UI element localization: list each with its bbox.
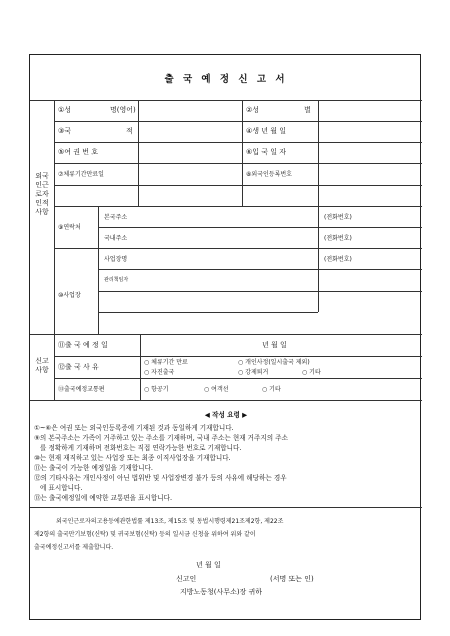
foreigner-section-label: 외국 인근 로자 인적 사항: [35, 172, 49, 216]
home-phone-label: (전화번호): [324, 214, 352, 221]
row-divider: [54, 163, 422, 164]
transport-option-ship: ○ 여객선: [204, 386, 229, 393]
entry-date-label: ⑥입 국 일 자: [246, 148, 286, 156]
home-address-label: 본국주소: [104, 214, 128, 221]
declaration-line: 외국인근로자의고용등에관한법률 제13조, 제15조 및 동법시행령제21조제2항, 제22조: [56, 518, 284, 525]
manager-label: 관리책임자: [104, 277, 129, 283]
col-divider: [140, 334, 141, 400]
instruction-line: ⑩는 현재 재직하고 있는 사업장 또는 최종 이직사업장을 기재합니다.: [34, 454, 231, 462]
row-divider: [98, 227, 422, 228]
instruction-line: ⑬는 출국예정일에 예약한 교통편을 표시합니다.: [34, 494, 173, 502]
alien-reg-no-label: ⑧외국인등록번호: [246, 171, 292, 178]
row-divider: [98, 312, 318, 313]
sex-label-suffix: 별: [304, 106, 311, 114]
applicant-label: 신고인: [176, 575, 197, 583]
business-phone-label: (전화번호): [324, 256, 352, 263]
transport-option-other: ○ 기타: [262, 386, 281, 393]
section-border: [30, 334, 422, 335]
domestic-address-label: 국내주소: [104, 235, 128, 242]
passport-no-label: ⑤여 권 번 호: [58, 148, 98, 156]
transport-label: ⑬출국예정교통편: [58, 386, 105, 393]
report-section-label: 신고 사항: [35, 357, 49, 374]
notes-bottom-border: [30, 507, 422, 508]
section-divider: [54, 334, 55, 400]
declaration-line: 제2항의 출국만기보험(신탁) 및 귀국보험(신탁) 등의 일시금 신청을 위하여 위와 같이: [34, 531, 256, 538]
nationality-label: ③국: [58, 127, 72, 135]
instruction-line: 에 표시합니다.: [40, 484, 83, 492]
page-title: 출 국 예 정 신 고 서: [164, 74, 288, 85]
row-divider: [54, 356, 422, 357]
birthdate-label: ④생 년 월 일: [246, 127, 286, 135]
nationality-label-suffix: 적: [126, 127, 133, 135]
reason-label: ⑫출 국 사 유: [58, 363, 99, 371]
section-divider: [54, 100, 55, 334]
table-bottom-border: [30, 400, 422, 401]
row-divider: [54, 378, 422, 379]
reason-option-personal: ○ 개인사정(일시출국 제외): [238, 359, 310, 366]
col-divider: [318, 206, 319, 312]
name-label: ①성: [58, 106, 72, 114]
instructions-heading: ◀ 작성 요령 ▶: [204, 411, 248, 419]
reason-option-expiry: ○ 체류기간 만료: [144, 359, 188, 366]
row-divider: [54, 142, 422, 143]
workplace-label: ⑩사업장: [58, 292, 81, 299]
report-form: [29, 54, 421, 620]
table-top-border: [30, 100, 422, 101]
row-divider: [54, 248, 422, 249]
transport-option-airplane: ○ 항공기: [144, 386, 169, 393]
stay-period-label: ⑦체류기간만료일: [58, 171, 104, 178]
departure-date-label: ⑪출 국 예 정 일: [58, 341, 108, 349]
domestic-phone-label: (전화번호): [324, 235, 352, 242]
name-label-suffix: 명(영어): [110, 106, 136, 114]
instruction-line: 를 정확하게 기재하며 전화번호는 직접 연락가능한 번호로 기재합니다.: [40, 444, 242, 452]
row-divider: [54, 121, 422, 122]
row-divider: [98, 269, 422, 270]
reason-option-voluntary: ○ 자진출국: [144, 369, 175, 376]
col-divider: [98, 206, 99, 334]
addressee: 지방노동청(사무소)장 귀하: [180, 588, 263, 596]
reason-option-other: ○ 기타: [302, 369, 321, 376]
instruction-line: ①~⑥은 여권 또는 외국인등록증에 기재된 것과 동일하게 기재합니다.: [34, 424, 234, 432]
row-divider: [54, 206, 422, 207]
instruction-line: ⑨의 본국주소는 가족이 거주하고 있는 주소를 기재하며, 국내 주소는 현재 거주지의 주소: [34, 434, 288, 442]
business-name-label: 사업장명: [104, 256, 128, 263]
row-divider: [98, 291, 422, 292]
departure-date-format: 년 월 일: [262, 341, 287, 349]
declaration-date: 년 월 일: [196, 561, 221, 569]
col-divider: [242, 100, 243, 206]
sex-label: ②성: [246, 106, 260, 114]
col-divider: [138, 100, 139, 206]
signature-hint: (서명 또는 인): [270, 575, 314, 583]
instruction-line: ⑫의 기타사유는 개인사정이 아닌 법위반 및 사업장변경 불가 등의 사유에 해당하는 경우: [34, 474, 287, 482]
contact-label: ⑨연락처: [58, 224, 81, 231]
reason-option-deportation: ○ 강제퇴거: [238, 369, 269, 376]
instruction-line: ⑪는 출국이 가능한 예정일을 기재합니다.: [34, 464, 153, 472]
col-divider: [318, 100, 319, 206]
declaration-line: 출국예정신고서를 제출합니다.: [34, 544, 114, 551]
row-divider: [54, 185, 422, 186]
